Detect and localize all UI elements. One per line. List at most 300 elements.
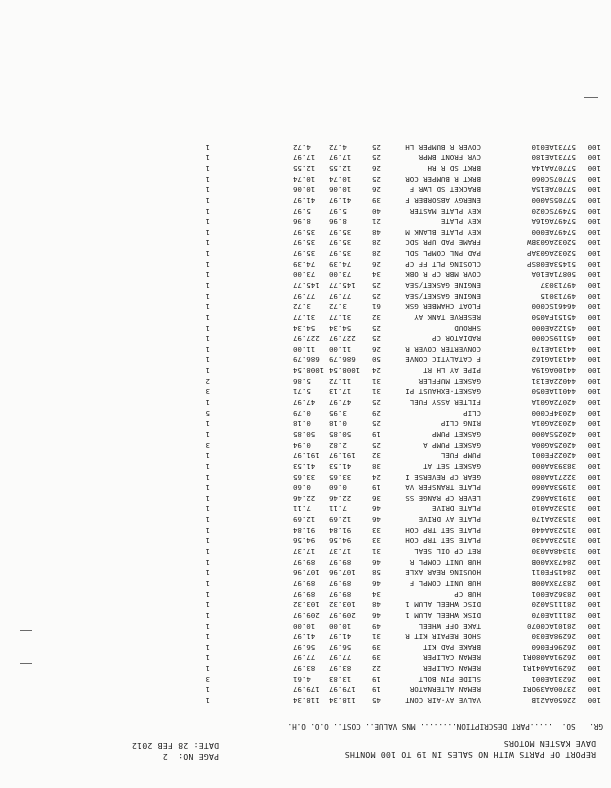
cell-part: 44011AE050 — [531, 387, 576, 397]
table-row — [0, 599, 611, 610]
cell-desc: GASKET-EXHAUST PI — [405, 387, 481, 397]
cell-qty: 100 — [587, 578, 601, 588]
cell-v1: 94.56 — [329, 536, 352, 546]
cell-one: 1 — [205, 536, 210, 546]
table-row — [0, 620, 611, 631]
table-row — [0, 545, 611, 556]
cell-part: 51453AE08SP — [527, 259, 576, 269]
cell-part: 44131AE170 — [531, 344, 576, 354]
cell-one: 1 — [205, 142, 210, 152]
cell-qty: 100 — [587, 398, 601, 408]
cell-part: 22650AA21B — [531, 696, 576, 705]
cell-one: 1 — [205, 557, 210, 567]
cell-qty: 100 — [587, 472, 601, 482]
cell-one: 1 — [205, 195, 210, 205]
cell-qty: 100 — [587, 153, 601, 163]
cell-part: 44100AG19A — [531, 366, 576, 376]
cell-part: 26296FE060 — [531, 642, 576, 652]
cell-v1: 47.97 — [329, 398, 352, 408]
cell-mns: 21 — [372, 217, 381, 227]
cell-one: 3 — [205, 440, 210, 450]
cell-v1: 3.95 — [329, 408, 347, 418]
cell-one: 1 — [205, 664, 210, 674]
cell-part: 45119SC000 — [531, 334, 576, 344]
cell-v2: 686.79 — [293, 355, 320, 365]
cell-desc: SLIDE PIN BOLT — [418, 674, 481, 684]
table-row — [0, 311, 611, 322]
cell-v1: 118.34 — [329, 696, 356, 705]
cell-desc: REMAN CALIPER — [423, 653, 481, 663]
cell-mns: 39 — [372, 653, 381, 663]
cell-qty: 100 — [587, 440, 601, 450]
cell-one: 1 — [205, 653, 210, 663]
cell-mns: 34 — [372, 270, 381, 280]
table-row — [0, 662, 611, 673]
cell-desc: RADIATOR CP — [432, 334, 481, 344]
cell-v2: 10.06 — [293, 185, 316, 195]
cell-part: 26298AE030 — [531, 632, 576, 642]
cell-qty: 100 — [587, 227, 601, 237]
cell-part: 57497AE000 — [531, 227, 576, 237]
cell-part: 57707AA14A — [531, 163, 576, 173]
cell-one: 1 — [205, 568, 210, 578]
cell-qty: 100 — [587, 312, 601, 322]
cell-one: 1 — [205, 429, 210, 439]
cell-mns: 19 — [372, 685, 381, 695]
report-date: DATE: 28 FEB 2012 — [131, 741, 219, 751]
cell-v2: 35.97 — [293, 249, 316, 259]
cell-v2: 7.11 — [293, 504, 311, 514]
cell-qty: 100 — [587, 674, 601, 684]
cell-desc: ENGINE GASKET/SEA — [405, 291, 481, 301]
cell-desc: KEY PLATE — [440, 217, 481, 227]
cell-one: 1 — [205, 355, 210, 365]
cell-v2: 54.34 — [293, 323, 316, 333]
cell-part: 28473XA00B — [531, 557, 576, 567]
cell-v2: 83.97 — [293, 664, 316, 674]
cell-desc: KEY PLATE MASTER — [409, 206, 481, 216]
cell-one: 1 — [205, 632, 210, 642]
cell-part: 42022FE001 — [531, 451, 576, 461]
cell-v1: 11.72 — [329, 376, 352, 386]
cell-qty: 100 — [587, 323, 601, 333]
cell-desc: SHOE REPAIR KIT R — [405, 632, 481, 642]
cell-mns: 24 — [372, 472, 381, 482]
table-row — [0, 428, 611, 439]
cell-qty: 100 — [587, 334, 601, 344]
table-row — [0, 194, 611, 205]
table-row — [0, 524, 611, 535]
cell-qty: 100 — [587, 419, 601, 429]
cell-qty: 100 — [587, 408, 601, 418]
cell-desc: GASKET SET AT — [423, 461, 481, 471]
cell-mns: 32 — [372, 451, 381, 461]
cell-qty: 100 — [587, 185, 601, 195]
cell-part: 49713037 — [540, 281, 576, 291]
cell-one: 1 — [205, 610, 210, 620]
table-row — [0, 556, 611, 567]
cell-mns: 25 — [372, 291, 381, 301]
cell-part: 52032AG03AP — [527, 249, 576, 259]
cell-v1: 31.77 — [329, 312, 352, 322]
cell-v1: 35.97 — [329, 227, 352, 237]
cell-v1: 89.97 — [329, 589, 352, 599]
cell-v1: 0.18 — [329, 419, 347, 429]
cell-one: 1 — [205, 621, 210, 631]
cell-v2: 77.97 — [293, 653, 316, 663]
pen-mark — [20, 663, 32, 664]
table-row — [0, 354, 611, 365]
cell-v2: 10.74 — [293, 174, 316, 184]
cell-qty: 100 — [587, 664, 601, 674]
cell-v2: 89.97 — [293, 557, 316, 567]
table-row — [0, 386, 611, 397]
cell-v1: 17.97 — [329, 153, 352, 163]
cell-qty: 100 — [587, 451, 601, 461]
cell-v2: 50.85 — [293, 429, 316, 439]
cell-v1: 89.97 — [329, 578, 352, 588]
cell-desc: CVR FRONT BMPR — [418, 153, 481, 163]
cell-desc: PLATE SET TRP COH — [405, 536, 481, 546]
cell-qty: 100 — [587, 568, 601, 578]
cell-qty: 100 — [587, 217, 601, 227]
cell-mns: 36 — [372, 493, 381, 503]
cell-desc: RESERVE TANK AY — [414, 312, 481, 322]
cell-mns: 49 — [372, 621, 381, 631]
cell-v2: 41.97 — [293, 632, 316, 642]
cell-mns: 25 — [372, 323, 381, 333]
cell-v2: 8.96 — [293, 217, 311, 227]
cell-qty: 100 — [587, 302, 601, 312]
cell-mns: 28 — [372, 238, 381, 248]
cell-desc: CLOSING PLT FF CP — [405, 259, 481, 269]
cell-qty: 100 — [587, 238, 601, 248]
cell-v1: 74.39 — [329, 259, 352, 269]
pen-mark — [20, 630, 32, 631]
cell-desc: FILTER ASSY FUEL — [409, 398, 481, 408]
cell-one: 1 — [205, 163, 210, 173]
cell-mns: 25 — [372, 174, 381, 184]
cell-mns: 19 — [372, 674, 381, 684]
cell-desc: CLIP — [463, 408, 481, 418]
cell-one: 1 — [205, 185, 210, 195]
cell-part: 28101AC0070 — [527, 621, 576, 631]
cell-one: 1 — [205, 302, 210, 312]
cell-mns: 46 — [372, 504, 381, 514]
cell-desc: COVER R BUMPER LH — [405, 142, 481, 152]
table-row — [0, 322, 611, 333]
cell-v2: 5.86 — [293, 376, 311, 386]
cell-one: 1 — [205, 578, 210, 588]
cell-part: 31348AA030 — [531, 547, 576, 557]
cell-part: 26291AA041R1 — [522, 664, 576, 674]
cell-v1: 686.79 — [329, 355, 356, 365]
cell-mns: 61 — [372, 302, 381, 312]
table-row — [0, 184, 611, 195]
cell-one: 1 — [205, 270, 210, 280]
cell-part: 44131AG162 — [531, 355, 576, 365]
cell-v1: 7.11 — [329, 504, 347, 514]
cell-v1: 50.85 — [329, 429, 352, 439]
cell-v2: 0.79 — [293, 408, 311, 418]
table-row — [0, 418, 611, 429]
table-row — [0, 407, 611, 418]
cell-qty: 100 — [587, 376, 601, 386]
cell-desc: PLATE TRANSFER VA — [405, 483, 481, 493]
cell-mns: 32 — [372, 312, 381, 322]
cell-qty: 100 — [587, 600, 601, 610]
cell-qty: 100 — [587, 461, 601, 471]
cell-v1: 41.97 — [329, 195, 352, 205]
cell-desc: LEVER CP RANGE SS — [405, 493, 481, 503]
cell-desc: COVR MBR CP R OBK — [405, 270, 481, 280]
cell-mns: 46 — [372, 578, 381, 588]
table-row — [0, 460, 611, 471]
cell-desc: VALVE AY-AIR CONT — [405, 696, 481, 705]
page-number: PAGE NO: 2 — [162, 752, 219, 762]
cell-qty: 100 — [587, 504, 601, 514]
cell-v2: 17.37 — [293, 547, 316, 557]
cell-v2: 35.97 — [293, 227, 316, 237]
cell-part: 28415FE011 — [531, 568, 576, 578]
cell-desc: SHROUD — [454, 323, 481, 333]
cell-qty: 100 — [587, 163, 601, 173]
cell-v2: 5.97 — [293, 206, 311, 216]
table-row — [0, 471, 611, 482]
cell-mns: 48 — [372, 600, 381, 610]
pen-mark — [584, 97, 598, 98]
cell-v1: 22.46 — [329, 493, 352, 503]
cell-part: 42025AG00A — [531, 440, 576, 450]
cell-mns: 22 — [372, 664, 381, 674]
table-row — [0, 631, 611, 642]
cell-qty: 100 — [587, 515, 601, 525]
cell-part: 31532AA170 — [531, 515, 576, 525]
cell-v1: 107.96 — [329, 568, 356, 578]
cell-v1: 41.97 — [329, 632, 352, 642]
cell-desc: BRKT SD R RH — [427, 163, 481, 173]
cell-v1: 5.97 — [329, 206, 347, 216]
cell-desc: RET CP OIL SEAL — [414, 547, 481, 557]
cell-mns: 25 — [372, 398, 381, 408]
cell-one: 1 — [205, 515, 210, 525]
table-row — [0, 269, 611, 280]
cell-mns: 26 — [372, 344, 381, 354]
cell-part: 42072AG01A — [531, 398, 576, 408]
cell-one: 1 — [205, 419, 210, 429]
cell-part: 31532AA010 — [531, 504, 576, 514]
table-row — [0, 226, 611, 237]
cell-qty: 100 — [587, 174, 601, 184]
cell-mns: 46 — [372, 557, 381, 567]
table-row — [0, 652, 611, 663]
cell-one: 1 — [205, 504, 210, 514]
cell-v2: 35.97 — [293, 238, 316, 248]
cell-desc: FRAME PAD UPR SDC — [405, 238, 481, 248]
cell-one: 1 — [205, 600, 210, 610]
cell-v1: 2.82 — [329, 440, 347, 450]
cell-one: 1 — [205, 525, 210, 535]
cell-part: 57497AG16A — [531, 217, 576, 227]
cell-v2: 118.34 — [293, 696, 320, 705]
cell-v1: 12.55 — [329, 163, 352, 173]
cell-v2: 3.72 — [293, 302, 311, 312]
cell-qty: 100 — [587, 653, 601, 663]
cell-qty: 100 — [587, 142, 601, 152]
cell-part: 57707AE15A — [531, 185, 576, 195]
cell-mns: 25 — [372, 153, 381, 163]
cell-desc: ENGINE GASKET/SEA — [405, 281, 481, 291]
cell-mns: 46 — [372, 610, 381, 620]
cell-mns: 31 — [372, 376, 381, 386]
cell-v1: 54.34 — [329, 323, 352, 333]
cell-v1: 83.97 — [329, 664, 352, 674]
cell-part: 31913AA062 — [531, 493, 576, 503]
cell-v2: 11.00 — [293, 344, 316, 354]
cell-v1: 0.60 — [329, 483, 347, 493]
table-row — [0, 343, 611, 354]
table-row — [0, 513, 611, 524]
cell-mns: 39 — [372, 195, 381, 205]
cell-one: 1 — [205, 291, 210, 301]
table-row — [0, 162, 611, 173]
table-row — [0, 641, 611, 652]
cell-one: 1 — [205, 642, 210, 652]
cell-part: 50871AE10A — [531, 270, 576, 280]
cell-v2: 209.97 — [293, 610, 320, 620]
cell-one: 1 — [205, 312, 210, 322]
table-row — [0, 577, 611, 588]
cell-one: 1 — [205, 206, 210, 216]
cell-v2: 12.69 — [293, 515, 316, 525]
cell-mns: 34 — [372, 589, 381, 599]
cell-v1: 10.00 — [329, 621, 352, 631]
cell-v1: 77.97 — [329, 291, 352, 301]
table-row — [0, 333, 611, 344]
cell-part: 32271AA080 — [531, 472, 576, 482]
cell-mns: 33 — [372, 525, 381, 535]
cell-v2: 227.97 — [293, 334, 320, 344]
cell-v2: 47.97 — [293, 398, 316, 408]
cell-mns: 25 — [372, 281, 381, 291]
cell-v2: 0.60 — [293, 483, 311, 493]
cell-mns: 19 — [372, 429, 381, 439]
cell-mns: 50 — [372, 355, 381, 365]
table-row — [0, 396, 611, 407]
cell-one: 1 — [205, 334, 210, 344]
cell-desc: PIPE AY LH RT — [423, 366, 481, 376]
cell-one: 2 — [205, 376, 210, 386]
cell-qty: 100 — [587, 429, 601, 439]
cell-part: 42025SA000 — [531, 429, 576, 439]
cell-one: 1 — [205, 153, 210, 163]
cell-qty: 100 — [587, 696, 601, 705]
cell-mns: 19 — [372, 483, 381, 493]
cell-mns: 26 — [372, 259, 381, 269]
cell-mns: 39 — [372, 642, 381, 652]
cell-part: 57707SC060 — [531, 174, 576, 184]
cell-v2: 17.97 — [293, 153, 316, 163]
cell-qty: 100 — [587, 281, 601, 291]
cell-desc: BRAKE PAD KIT — [423, 642, 481, 652]
cell-v2: 12.55 — [293, 163, 316, 173]
cell-v1: 41.53 — [329, 461, 352, 471]
cell-part: 57731AE180 — [531, 153, 576, 163]
cell-qty: 100 — [587, 344, 601, 354]
table-row — [0, 450, 611, 461]
table-row — [0, 152, 611, 163]
cell-v2: 10.00 — [293, 621, 316, 631]
cell-v1: 89.97 — [329, 557, 352, 567]
cell-v2: 33.65 — [293, 472, 316, 482]
cell-qty: 100 — [587, 355, 601, 365]
cell-v1: 227.97 — [329, 334, 356, 344]
cell-v2: 1008.54 — [293, 366, 325, 376]
table-row — [0, 237, 611, 248]
cell-v1: 10.74 — [329, 174, 352, 184]
cell-desc: REMAN CALIPER — [423, 664, 481, 674]
cell-one: 1 — [205, 483, 210, 493]
table-row — [0, 375, 611, 386]
cell-v1: 35.97 — [329, 238, 352, 248]
cell-one: 1 — [205, 472, 210, 482]
cell-v2: 74.39 — [293, 259, 316, 269]
cell-v2: 191.97 — [293, 451, 320, 461]
cell-qty: 100 — [587, 610, 601, 620]
cell-mns: 25 — [372, 142, 381, 152]
table-row — [0, 439, 611, 450]
cell-part: 42034FC000 — [531, 408, 576, 418]
cell-v2: 103.32 — [293, 600, 320, 610]
cell-part: 31523AA430 — [531, 536, 576, 546]
cell-v1: 77.97 — [329, 653, 352, 663]
cell-part: 26291AA080R1 — [522, 653, 576, 663]
cell-qty: 100 — [587, 291, 601, 301]
cell-v1: 33.65 — [329, 472, 352, 482]
cell-v2: 0.18 — [293, 419, 311, 429]
table-row — [0, 503, 611, 514]
cell-v1: 8.96 — [329, 217, 347, 227]
cell-qty: 100 — [587, 259, 601, 269]
cell-v1: 1008.54 — [329, 366, 361, 376]
cell-one: 1 — [205, 259, 210, 269]
cell-v2: 0.94 — [293, 440, 311, 450]
cell-one: 1 — [205, 398, 210, 408]
cell-qty: 100 — [587, 270, 601, 280]
cell-v2: 145.77 — [293, 281, 320, 291]
cell-part: 28111AE070 — [531, 610, 576, 620]
cell-part: 42032AG01A — [531, 419, 576, 429]
cell-desc: GASKET MUFFLER — [418, 376, 481, 386]
table-row — [0, 365, 611, 376]
cell-part: 57705SA000 — [531, 195, 576, 205]
cell-qty: 100 — [587, 387, 601, 397]
cell-part: 57731AE010 — [531, 142, 576, 152]
cell-desc: F CATALYTIC CONVE — [405, 355, 481, 365]
cell-desc: HUB UNIT COMPL F — [409, 578, 481, 588]
cell-v2: 5.71 — [293, 387, 311, 397]
cell-part: 38393AA000 — [531, 461, 576, 471]
cell-v1: 13.83 — [329, 674, 352, 684]
cell-v2: 4.72 — [293, 142, 311, 152]
cell-part: 44022AE131 — [531, 376, 576, 386]
cell-qty: 100 — [587, 525, 601, 535]
cell-v1: 103.32 — [329, 600, 356, 610]
cell-mns: 33 — [372, 536, 381, 546]
cell-desc: DISK WHEEL ALUM 1 — [405, 610, 481, 620]
cell-one: 1 — [205, 696, 210, 705]
cell-qty: 100 — [587, 632, 601, 642]
